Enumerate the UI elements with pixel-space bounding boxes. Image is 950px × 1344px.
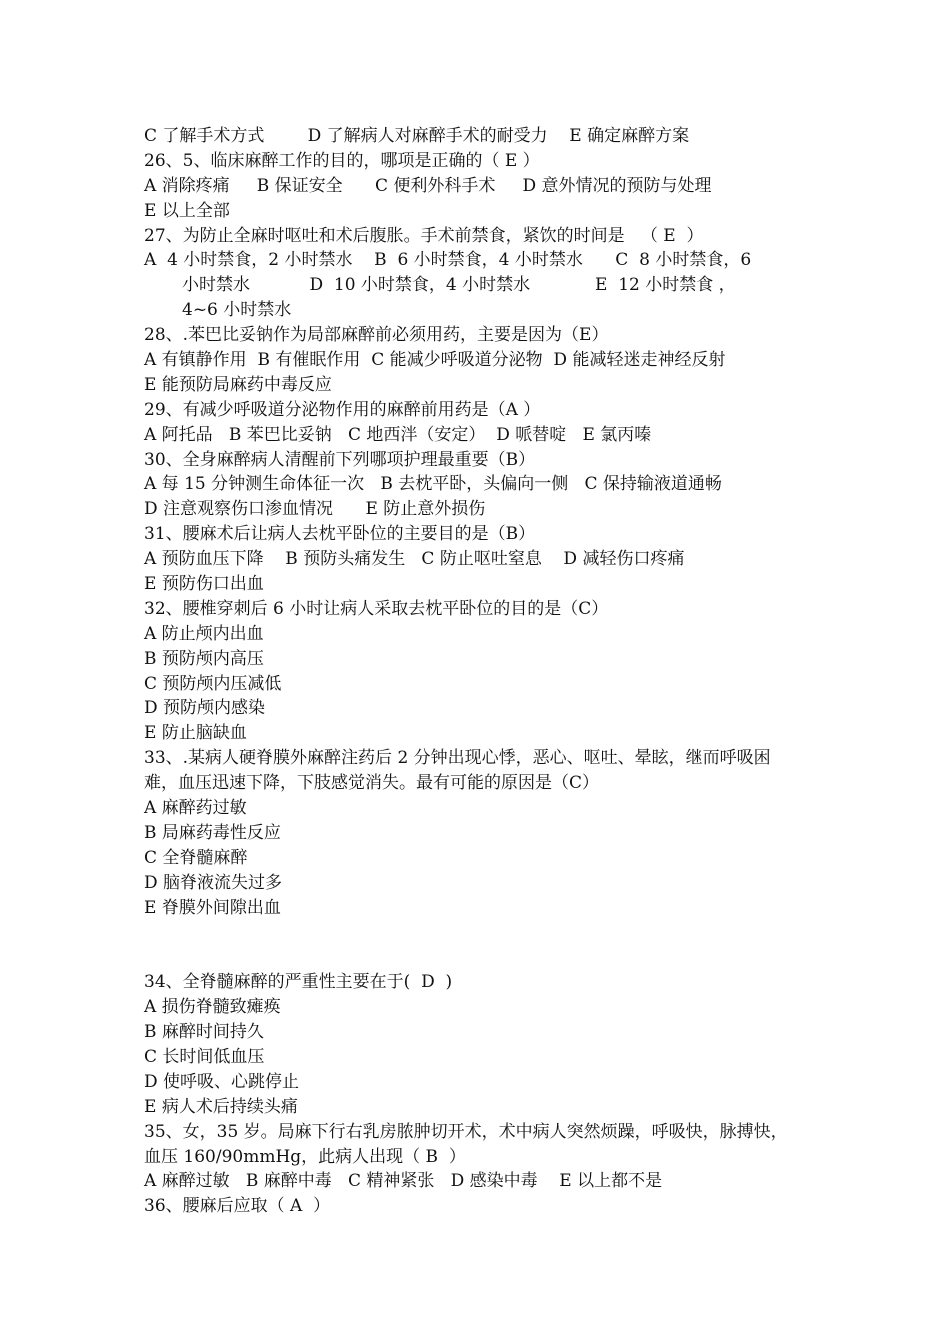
text-line: B 麻醉时间持久 [144, 1022, 264, 1043]
text-line: E 预防伤口出血 [144, 574, 264, 595]
text-line: A 麻醉药过敏 [144, 798, 247, 819]
question-28: 28、.苯巴比妥钠作为局部麻醉前必须用药，主要是因为（E） [144, 325, 609, 346]
question-32: 32、腰椎穿刺后 6 小时让病人采取去枕平卧位的目的是（C） [144, 598, 609, 619]
question-31: 31、腰麻术后让病人去枕平卧位的主要目的是（B） [144, 524, 536, 545]
text-line: D 注意观察伤口渗血情况 E 防止意外损伤 [144, 499, 486, 520]
text-line: E 脊膜外间隙出血 [144, 897, 281, 918]
text-line: E 病人术后持续头痛 [144, 1096, 298, 1117]
question-34: 34、全脊髓麻醉的严重性主要在于( D ) [144, 972, 453, 993]
text-line: C 全脊髓麻醉 [144, 847, 248, 868]
text-line: 4~6 小时禁水 [182, 300, 292, 321]
text-line: 难，血压迅速下降，下肢感觉消失。最有可能的原因是（C） [144, 773, 600, 794]
document-body [144, 124, 824, 1219]
text-line: B 局麻药毒性反应 [144, 822, 281, 843]
text-line: D 使呼吸、心跳停止 [144, 1071, 300, 1092]
text-line: A 防止颅内出血 [144, 623, 264, 644]
question-27: 27、为防止全麻时呕吐和术后腹胀。手术前禁食，紧饮的时间是 （ E ） [144, 225, 704, 246]
text-line: E 能预防局麻药中毒反应 [144, 374, 332, 395]
text-line: E 防止脑缺血 [144, 723, 247, 744]
text-line: 血压 160/90mmHg，此病人出现（ B ） [144, 1146, 466, 1167]
question-33: 33、.某病人硬脊膜外麻醉注药后 2 分钟出现心悸，恶心、呕吐、晕眩，继而呼吸困 [144, 748, 771, 769]
text-line: C 了解手术方式 D 了解病人对麻醉手术的耐受力 E 确定麻醉方案 [144, 126, 690, 146]
text-line: A 阿托品 B 苯巴比妥钠 C 地西泮（安定） D 哌替啶 E 氯丙嗪 [144, 424, 652, 445]
text-line: C 预防颅内压减低 [144, 673, 282, 694]
text-line: A 预防血压下降 B 预防头痛发生 C 防止呕吐窒息 D 减轻伤口疼痛 [144, 549, 685, 570]
text-line: C 长时间低血压 [144, 1046, 265, 1067]
text-line: D 脑脊液流失过多 [144, 872, 283, 893]
text-line: A 4 小时禁食，2 小时禁水 B 6 小时禁食，4 小时禁水 C 8 小时禁食，6 [144, 250, 752, 271]
text-line: A 麻醉过敏 B 麻醉中毒 C 精神紧张 D 感染中毒 E 以上都不是 [144, 1171, 663, 1192]
question-36: 36、腰麻后应取（ A ） [144, 1196, 331, 1217]
text-line: B 预防颅内高压 [144, 648, 264, 669]
blank-gap [144, 921, 824, 971]
question-35: 35、女，35 岁。局麻下行右乳房脓肿切开术，术中病人突然烦躁，呼吸快，脉搏快， [144, 1121, 788, 1142]
text-line: A 消除疼痛 B 保证安全 C 便利外科手术 D 意外情况的预防与处理 [144, 175, 712, 196]
question-30: 30、全身麻醉病人清醒前下列哪项护理最重要（B） [144, 449, 536, 470]
text-line: A 损伤脊髓致瘫痪 [144, 997, 281, 1018]
question-29: 29、有减少呼吸道分泌物作用的麻醉前用药是（A ） [144, 399, 541, 420]
text-line: D 预防颅内感染 [144, 698, 266, 719]
text-line: E 以上全部 [144, 200, 230, 221]
text-line: A 有镇静作用 B 有催眠作用 C 能减少呼吸道分泌物 D 能减轻迷走神经反射 [144, 350, 726, 371]
text-line: 小时禁水 D 10 小时禁食，4 小时禁水 E 12 小时禁食 ， [182, 275, 736, 296]
text-line: A 每 15 分钟测生命体征一次 B 去枕平卧，头偏向一侧 C 保持输液道通畅 [144, 474, 722, 495]
question-26: 26、5、临床麻醉工作的目的，哪项是正确的（ E ） [144, 150, 540, 171]
